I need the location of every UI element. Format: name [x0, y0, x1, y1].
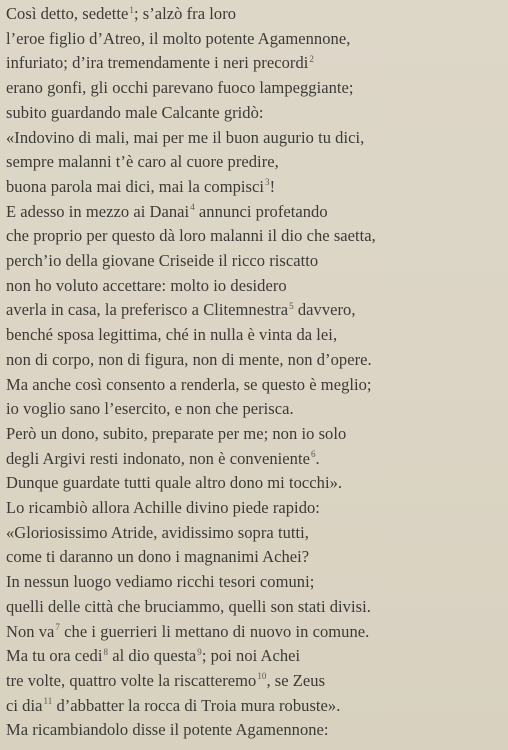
footnote-marker: 3: [265, 177, 270, 188]
verse-text: Però un dono, subito, preparate per me; non io solo: [6, 423, 347, 443]
verse-line: [0, 127, 508, 149]
verse-line: [0, 448, 508, 470]
verse-text: .: [315, 448, 320, 468]
verse-line: [0, 250, 508, 272]
verse-line: [0, 349, 508, 371]
verse-text: Lo ricambiò allora Achille divino piede rapido:: [6, 498, 320, 517]
verse-line: [0, 719, 508, 741]
footnote-marker: 4: [190, 202, 195, 213]
verse-text: quelli delle città che bruciammo, quelli son stati divisi.: [6, 596, 371, 616]
verse-text: Dunque guardate tutti quale altro dono mi tocchi».: [6, 473, 343, 493]
verse-line: [0, 621, 508, 643]
verse-line: [0, 374, 508, 396]
verse-line: [0, 398, 508, 420]
verse-line: [0, 522, 508, 544]
verse-text: !: [269, 176, 276, 196]
verse-line: [0, 3, 508, 25]
verse-line: [0, 77, 508, 99]
verse-line: [0, 571, 508, 593]
verse-text: sempre malanni t’è caro al cuore predire,: [6, 152, 279, 172]
verse-text: Ma ricambiandolo disse il potente Agamennone:: [6, 720, 329, 740]
verse-line: [0, 497, 508, 519]
verse-text: buona parola mai dici, mai la compisci: [6, 176, 265, 196]
verse-text: ci dia: [6, 695, 43, 715]
verse-text: che i guerrieri li mettano di nuovo in comune.: [59, 621, 370, 641]
verse-line: [0, 695, 508, 717]
verse-line: [0, 472, 508, 494]
verse-line: [0, 299, 508, 321]
verse-text: Ma anche così consento a renderla, se questo è meglio;: [6, 374, 372, 394]
verse-text: tre volte, quattro volte la riscatteremo: [6, 670, 257, 690]
verse-text: ; poi noi Achei: [201, 646, 301, 666]
verse-line: [0, 645, 508, 667]
footnote-marker: 11: [43, 696, 53, 707]
verse-line: [0, 275, 508, 297]
verse-line: [0, 201, 508, 223]
verse-text: «Gloriosissimo Atride, avidissimo sopra tutti,: [6, 522, 309, 542]
verse-line: [0, 423, 508, 445]
footnote-marker: 7: [55, 622, 60, 632]
verse-text: subito guardando male Calcante gridò:: [6, 102, 264, 122]
verse-text: non ho voluto accettare: molto io desidero: [6, 275, 287, 295]
verse-text: Così detto, sedette: [6, 4, 129, 23]
verse-line: [0, 28, 508, 50]
footnote-marker: 2: [309, 53, 314, 64]
verse-text: come ti daranno un dono i magnanimi Achei?: [6, 547, 310, 567]
verse-text: io voglio sano l’esercito, e non che perisca.: [6, 399, 294, 419]
footnote-marker: 6: [310, 449, 316, 460]
verse-text: davvero,: [293, 300, 356, 320]
verse-text: infuriato; d’ira tremendamente i neri precordi: [6, 53, 309, 73]
verse-text: erano gonfi, gli occhi parevano fuoco lampeggiante;: [6, 78, 354, 98]
footnote-marker: 5: [289, 300, 294, 311]
verse-line: [0, 151, 508, 173]
verse-text: perch’io della giovane Criseide il ricco riscatto: [6, 251, 319, 270]
verse-text: Non va: [6, 621, 55, 641]
verse-line: [0, 596, 508, 618]
verse-text: l’eroe figlio d’Atreo, il molto potente Agamennone,: [6, 28, 351, 48]
verse-text: d’abbatter la rocca di Troia mura robuste».: [52, 695, 341, 715]
verse-text: non di corpo, non di figura, non di mente, non d’opere.: [6, 349, 372, 369]
verse-text: ; s’alzò fra loro: [133, 4, 237, 23]
verse-text: «Indovino di mali, mai per me il buon augurio tu dici,: [6, 127, 365, 147]
verse-text: degli Argivi resti indonato, non è conveniente: [6, 448, 310, 468]
footnote-marker: 10: [257, 671, 267, 682]
footnote-marker: 8: [103, 646, 109, 657]
verse-text: benché sposa legittima, ché in nulla è vinta da lei,: [6, 325, 338, 345]
verse-line: [0, 52, 508, 74]
verse-line: [0, 176, 508, 198]
verse-line: [0, 324, 508, 346]
verse-line: [0, 225, 508, 247]
footnote-marker: 1: [129, 4, 134, 15]
verse-text: In nessun luogo vediamo ricchi tesori comuni;: [6, 572, 315, 592]
verse-line: [0, 546, 508, 568]
verse-text: E adesso in mezzo ai Danai: [6, 201, 190, 221]
verse-line: [0, 102, 508, 124]
verse-text: averla in casa, la preferisco a Clitemnestra: [6, 300, 289, 320]
verse-text: al dio questa: [108, 646, 197, 666]
verse-text: annunci profetando: [194, 201, 328, 221]
verse-line: [0, 670, 508, 692]
verse-text: , se Zeus: [266, 670, 326, 690]
verse-text: Ma tu ora cedi: [6, 646, 103, 666]
verse-text: che proprio per questo dà loro malanni il dio che saetta,: [6, 226, 376, 246]
footnote-marker: 9: [197, 646, 202, 657]
